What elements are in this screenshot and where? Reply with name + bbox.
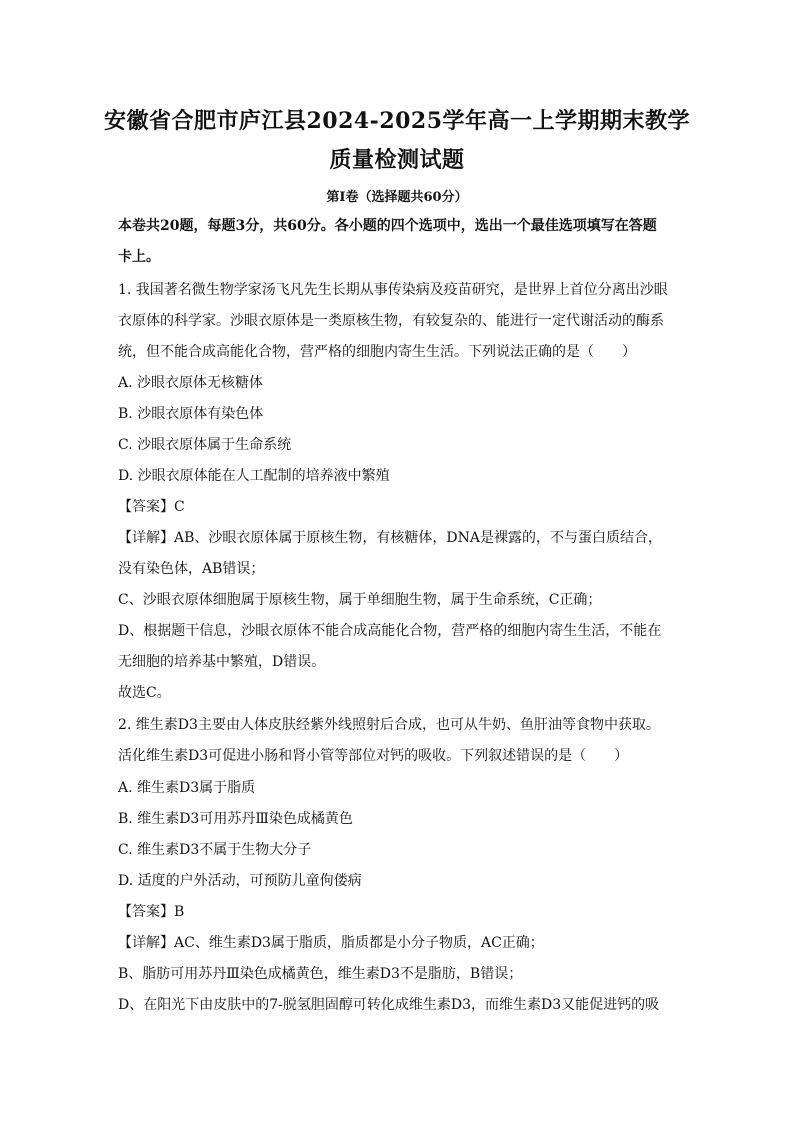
q1-answer: 【答案】C [118,499,185,515]
instructions-line-1: 本卷共20题，每题3分，共60分。各小题的四个选项中，选出一个最佳选项填写在答题 [118,218,657,234]
q1-option-a: A. 沙眼衣原体无核糖体 [118,375,264,391]
q1-stem-line-3: 统，但不能合成高能化合物，营严格的细胞内寄生生活。下列说法正确的是（ ） [118,344,636,360]
q2-stem-line-2: 活化维生素D3可促进小肠和肾小管等部位对钙的吸收。下列叙述错误的是（ ） [118,748,629,764]
q1-explanation-line-3: C、沙眼衣原体细胞属于原核生物，属于单细胞生物，属于生命系统，C正确； [118,592,602,608]
q2-option-a: A. 维生素D3属于脂质 [118,780,256,796]
document-title-line-1: 安徽省合肥市庐江县2024-2025学年高一上学期期末教学 [103,108,691,134]
q1-option-c: C. 沙眼衣原体属于生命系统 [118,437,292,453]
q2-explanation-line-2: B、脂肪可用苏丹Ⅲ染色成橘黄色，维生素D3不是脂肪，B错误； [118,966,523,982]
q2-option-d: D. 适度的户外活动，可预防儿童佝偻病 [118,873,362,889]
q2-explanation-line-3: D、在阳光下由皮肤中的7-脱氢胆固醇可转化成维生素D3，而维生素D3又能促进钙的吸 [118,997,660,1013]
q2-option-c: C. 维生素D3不属于生物大分子 [118,842,312,858]
q1-explanation-line-6: 故选C。 [118,685,171,701]
q2-explanation-line-1: 【详解】AC、维生素D3属于脂质，脂质都是小分子物质，AC正确； [118,935,544,951]
q1-stem-line-1: 1. 我国著名微生物学家汤飞凡先生长期从事传染病及疫苗研究，是世界上首位分离出沙眼 [118,282,668,298]
q2-stem-line-1: 2. 维生素D3主要由人体皮肤经紫外线照射后合成，也可从牛奶、鱼肝油等食物中获取。 [118,717,660,733]
document-title-line-2: 质量检测试题 [329,147,465,173]
instructions-line-2: 卡上。 [118,249,160,265]
q1-option-b: B. 沙眼衣原体有染色体 [118,406,264,422]
q1-explanation-line-4: D、根据题干信息，沙眼衣原体不能合成高能化合物，营严格的细胞内寄生生活，不能在 [118,623,662,639]
q2-answer: 【答案】B [118,904,185,920]
q2-option-b: B. 维生素D3可用苏丹Ⅲ染色成橘黄色 [118,811,353,827]
q1-option-d: D. 沙眼衣原体能在人工配制的培养液中繁殖 [118,468,390,484]
q1-explanation-line-1: 【详解】AB、沙眼衣原体属于原核生物，有核糖体，DNA是裸露的，不与蛋白质结合， [118,530,662,546]
q1-stem-line-2: 衣原体的科学家。沙眼衣原体是一类原核生物，有较复杂的、能进行一定代谢活动的酶系 [118,313,664,329]
section-heading: 第Ⅰ卷（选择题共60分） [326,190,468,205]
q1-explanation-line-2: 没有染色体，AB错误； [118,561,265,577]
q1-explanation-line-5: 无细胞的培养基中繁殖，D错误。 [118,654,326,670]
